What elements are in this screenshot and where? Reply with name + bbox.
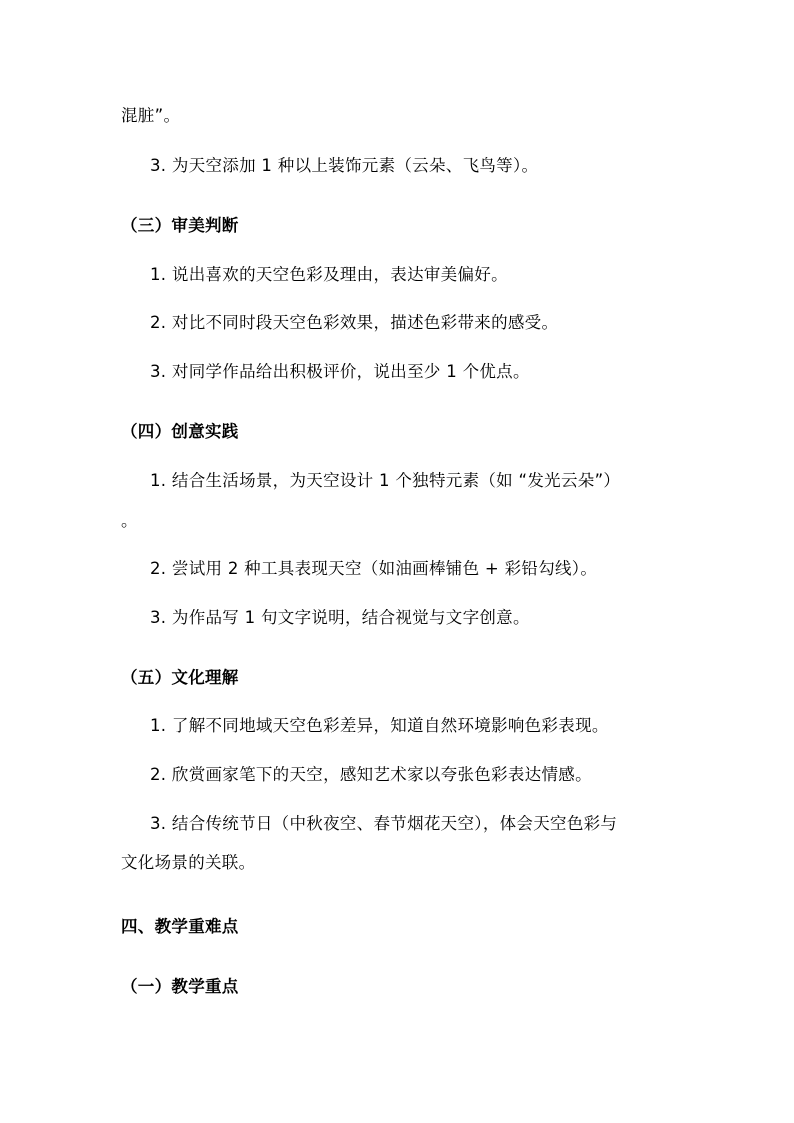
section-heading: （五）文化理解 — [121, 668, 239, 687]
section-heading: （三）审美判断 — [121, 216, 239, 235]
list-item: 2. 尝试用 2 种工具表现天空（如油画棒铺色 + 彩铅勾线）。 — [150, 559, 598, 578]
section-heading: （四）创意实践 — [121, 422, 239, 441]
section-heading: （一）教学重点 — [121, 977, 239, 996]
list-item: 3. 对同学作品给出积极评价，说出至少 1 个优点。 — [150, 362, 530, 381]
list-item: 3. 为作品写 1 句文字说明，结合视觉与文字创意。 — [150, 608, 530, 627]
paragraph-continuation: 文化场景的关联。 — [121, 853, 256, 872]
paragraph-continuation: 混脏”。 — [121, 106, 181, 125]
list-item: 3. 结合传统节日（中秋夜空、春节烟花天空），体会天空色彩与 — [150, 814, 618, 833]
list-item: 1. 说出喜欢的天空色彩及理由，表达审美偏好。 — [150, 265, 508, 284]
paragraph-continuation: 。 — [121, 511, 138, 530]
list-item: 2. 欣赏画家笔下的天空，感知艺术家以夸张色彩表达情感。 — [150, 765, 592, 784]
list-item: 3. 为天空添加 1 种以上装饰元素（云朵、飞鸟等）。 — [150, 156, 539, 175]
list-item: 1. 了解不同地域天空色彩差异，知道自然环境影响色彩表现。 — [150, 716, 609, 735]
list-item: 2. 对比不同时段天空色彩效果，描述色彩带来的感受。 — [150, 313, 559, 332]
list-item: 1. 结合生活场景，为天空设计 1 个独特元素（如 “发光云朵”） — [150, 471, 621, 490]
chapter-heading: 四、教学重难点 — [121, 917, 239, 936]
